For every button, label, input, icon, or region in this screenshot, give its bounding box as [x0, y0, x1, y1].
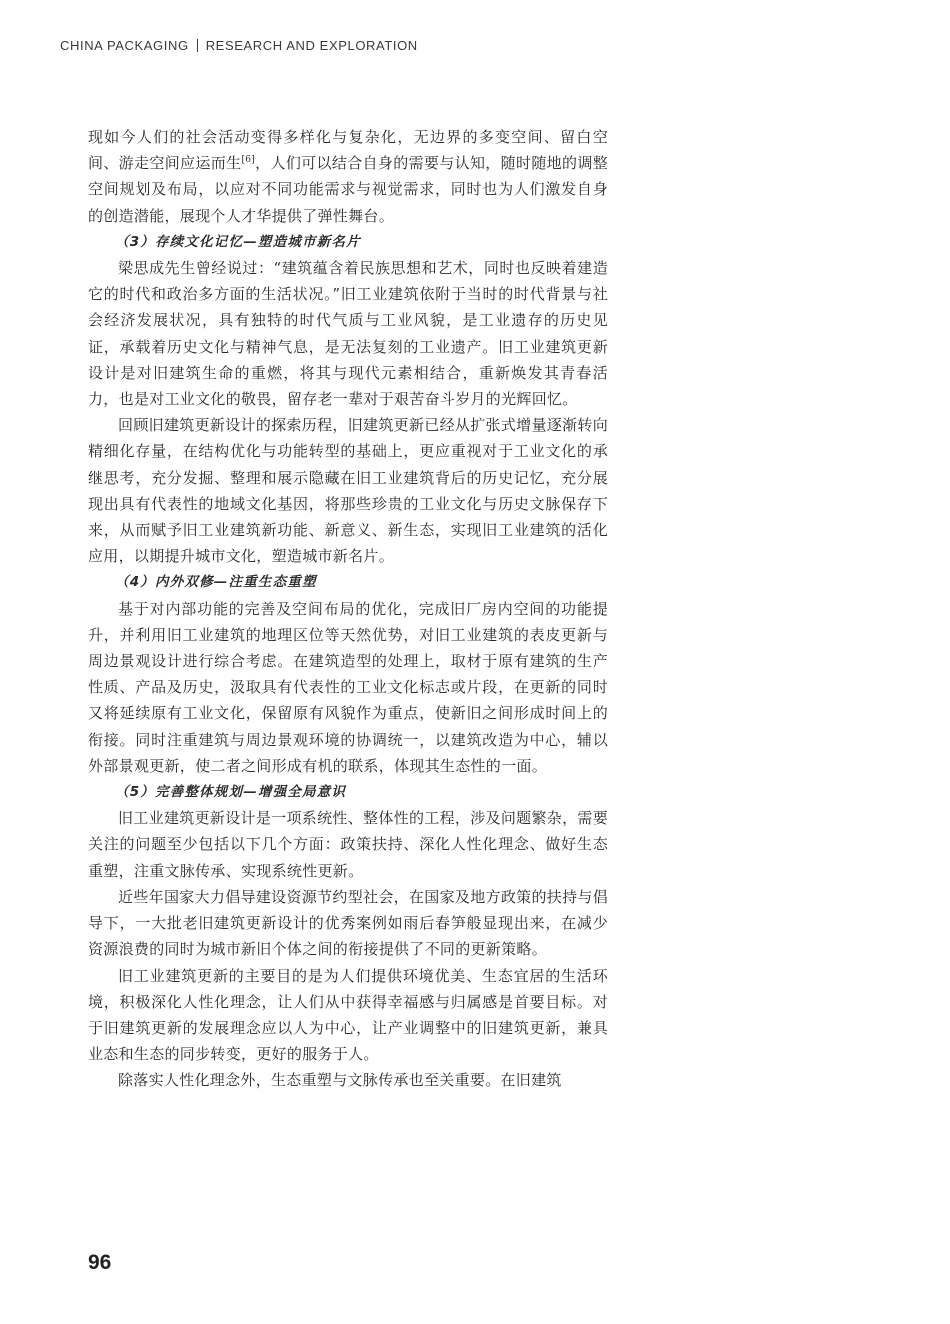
section-heading-4: （4）内外双修—注重生态重塑 — [115, 574, 317, 591]
paragraph-6: 近些年国家大力倡导建设资源节约型社会，在国家及地方政策的扶持与倡导下，一大批老旧建筑更新设计的优秀案例如雨后春笋般显现出来，在减少资源浪费的同时为城市新旧个体之间的衔接提供了不同的更新策略。 — [88, 887, 608, 959]
paragraph-8: 除落实人性化理念外，生态重塑与文脉传承也至关重要。在旧建筑 — [118, 1071, 562, 1090]
paragraph-7: 旧工业建筑更新的主要目的是为人们提供环境优美、生态宜居的生活环境，积极深化人性化理念，让人们从中获得幸福感与归属感是首要目标。对于旧建筑更新的发展理念应以人为中心，让产业调整中的旧建筑更新，兼具业态和生态的同步转变，更好的服务于人。 — [88, 966, 608, 1064]
header-divider — [197, 39, 198, 52]
running-header — [60, 38, 418, 53]
section-name: RESEARCH AND EXPLORATION — [205, 38, 418, 53]
paragraph-5: 旧工业建筑更新设计是一项系统性、整体性的工程，涉及问题繁杂，需要关注的问题至少包括以下几个方面：政策扶持、深化人性化理念、做好生态重塑，注重文脉传承、实现系统性更新。 — [88, 809, 608, 880]
paragraph-3: 回顾旧建筑更新设计的探索历程，旧建筑更新已经从扩张式增量逐渐转向精细化存量，在结构优化与功能转型的基础上，更应重视对于工业文化的承继思考，充分发掘、整理和展示隐藏在旧工业建筑背后的历史记忆，充分展现出具有代表性的地域文化基因，将那些珍贵的工业文化与历史文脉保存下来，从而赋予旧工业建筑新功能、新意义、新生态，实现旧工业建筑的活化应用，以期提升城市文化，塑造城市新名片。 — [88, 416, 608, 566]
text-column — [88, 124, 608, 1094]
journal-name: CHINA PACKAGING — [60, 38, 189, 53]
section-heading-5: （5）完善整体规划—增强全局意识 — [115, 784, 347, 801]
section-heading-3: （3）存续文化记忆—塑造城市新名片 — [115, 233, 361, 250]
citation-ref: [6] — [241, 155, 256, 166]
page-number: 96 — [88, 1251, 112, 1274]
paragraph-4: 基于对内部功能的完善及空间布局的优化，完成旧厂房内空间的功能提升，并利用旧工业建筑的地理区位等天然优势，对旧工业建筑的表皮更新与周边景观设计进行综合考虑。在建筑造型的处理上，取材于原有建筑的生产性质、产品及历史，汲取具有代表性的工业文化标志或片段，在更新的同时又将延续原有工业文化，保留原有风貌作为重点，使新旧之间形成时间上的衔接。同时注重建筑与周边景观环境的协调统一，以建筑改造为中心，辅以外部景观更新，使二者之间形成有机的联系，体现其生态性的一面。 — [88, 599, 608, 775]
paragraph-2: 梁思成先生曾经说过：“建筑蕴含着民族思想和艺术，同时也反映着建造它的时代和政治多方面的生活状况。”旧工业建筑依附于当时的时代背景与社会经济发展状况，具有独特的时代气质与工业风貌，是工业遗存的历史见证，承载着历史文化与精神气息，是无法复刻的工业遗产。旧工业建筑更新设计是对旧建筑生命的重燃，将其与现代元素相结合，重新焕发其青春活力，也是对工业文化的敬畏，留存老一辈对于艰苦奋斗岁月的光辉回忆。 — [88, 259, 608, 409]
paragraph-1: 现如今人们的社会活动变得多样化与复杂化，无边界的多变空间、留白空间、游走空间应运而生[6]，人们可以结合自身的需要与认知，随时随地的调整空间规划及布局，以应对不同功能需求与视觉需求，同时也为人们激发自身的创造潜能，展现个人才华提供了弹性舞台。 — [88, 128, 608, 225]
